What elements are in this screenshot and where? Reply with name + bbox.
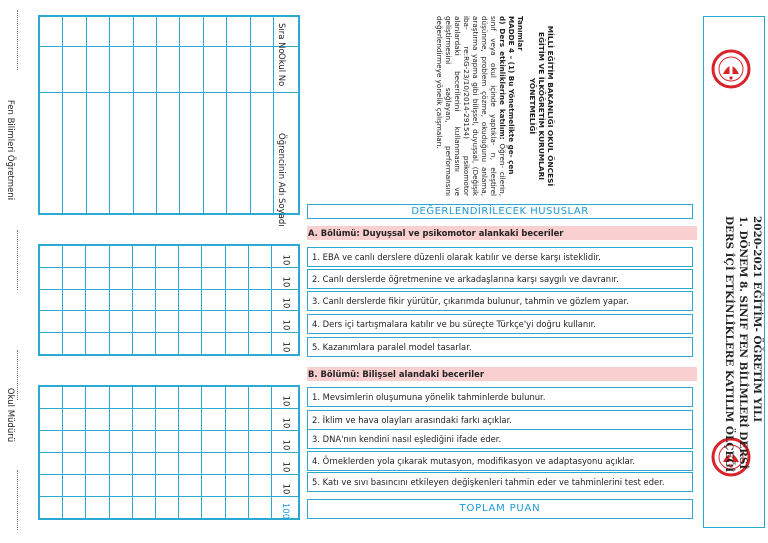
section-a-bar: A. Bölümü: Duyuşsal ve psikomotor alankaki beceriler <box>307 226 697 240</box>
points-b-3: 10 <box>272 431 299 453</box>
title-block <box>706 210 764 510</box>
regulation-title: MİLLİ EĞİTİM BAKANLIĞI OKUL ÖNCESİ EĞİTİM VE İLKÖĞRETİM KURUMLARI YÖNETMELİĞİ <box>528 25 555 187</box>
item-b-2: 2. İklim ve hava olayları arasındaki farkı açıklar. <box>307 410 693 430</box>
points-b-5: 10 <box>272 475 299 497</box>
regulation-clause-text: Öğren- cilerin, sınıf veya okul içinde yaptıkla- rı, eleştirel düşünme, problem çözme, okuduğunu anlama, araştırma yapma gibi bilişsel, duyuşsal, (Değişik iba- re:RG-23/10/2014-29154) psikomotor alanlardaki becerilerini kullanmasını ve geliştirmesini sağlayan, performansını değerlendirmeye yönelik çalışmaları. <box>435 16 507 196</box>
points-a-2: 10 <box>272 267 299 289</box>
item-b-4: 4. Örneklerden yola çıkarak mutasyon, modifikasyon ve adaptasyonu açıklar. <box>307 451 693 471</box>
regulation-tanimlar: Tanımlar <box>516 16 525 51</box>
col-sira: Sıra No <box>274 17 299 47</box>
student-header-grid <box>38 15 300 227</box>
item-a-3: 3. Canlı derslerde fikir yürütür, çıkarımda bulunur, tahmin ve gözlem yapar. <box>307 291 693 311</box>
points-b-2: 10 <box>272 409 299 431</box>
points-b-1: 10 <box>272 387 299 409</box>
item-b-1: 1. Mevsimlerin oluşumuna yönelik tahminlerde bulunur. <box>307 387 693 407</box>
item-b-3: 3. DNA'nın kendini nasıl eşlediğini ifade eder. <box>307 429 693 449</box>
points-total: 100 <box>272 497 299 519</box>
teacher-signature-line <box>17 10 18 70</box>
principal-signature-label: Okul Müdürü <box>5 387 15 443</box>
teacher-signature <box>0 75 20 225</box>
points-a-5: 10 <box>272 333 299 355</box>
points-a-1: 10 <box>272 246 299 268</box>
teacher-signature-line-lower <box>17 230 18 290</box>
regulation-clause-label: d) Ders etkinliklerine katılım: <box>498 16 507 140</box>
item-a-2: 2. Canlı derslerde öğretmenine ve arkadaşlarına karşı saygılı ve davranır. <box>307 269 693 289</box>
principal-signature <box>0 340 20 490</box>
title-line-1: 2020-2021 EĞİTİM- ÖĞRETİM YILI <box>751 216 763 423</box>
col-okul-no: Okul No <box>274 47 299 93</box>
points-b-4: 10 <box>272 453 299 475</box>
points-a-4: 10 <box>272 311 299 333</box>
regulation-madde: MADDE 4 – (1) Bu Yönetmelikte ge- çen <box>507 16 516 175</box>
total-score-label: TOPLAM PUAN <box>307 499 693 519</box>
col-ogrenci: Öğrencinin Adı Soyadı <box>274 93 299 214</box>
section-b-bar: B. Bölümü: Bilişsel alandaki beceriler <box>307 367 697 381</box>
title-line-3: DERS İÇİ ETKİNLİKLERE KATILIM ÖLÇEĞİ <box>723 216 735 473</box>
title-line-2: 1. DÖNEM 8. SINIF FEN BİLİMLERİ DERSİ <box>737 216 749 470</box>
item-b-5: 5. Katı ve sıvı basıncını etkileyen değişkenleri tahmin eder ve tahminlerini test eder. <box>307 472 693 492</box>
meb-logo-icon <box>710 48 752 90</box>
item-a-5: 5. Kazanımlara paralel model tasarlar. <box>307 337 693 357</box>
section-b-score-grid <box>38 385 300 520</box>
principal-signature-line-lower <box>17 470 18 530</box>
section-a-score-grid <box>38 244 300 356</box>
item-a-4: 4. Ders içi tartışmalara katılır ve bu süreçte Türkçe'yi doğru kullanır. <box>307 314 693 334</box>
teacher-signature-label: Fen Bilimleri Öğretmeni <box>5 99 15 201</box>
form-heading: DEĞERLENDİRİLECEK HUSUSLAR <box>307 204 693 219</box>
regulation-text <box>403 16 555 196</box>
item-a-1: 1. EBA ve canlı derslere düzenli olarak katılır ve derse karşı isteklidir. <box>307 247 693 267</box>
points-a-3: 10 <box>272 289 299 311</box>
